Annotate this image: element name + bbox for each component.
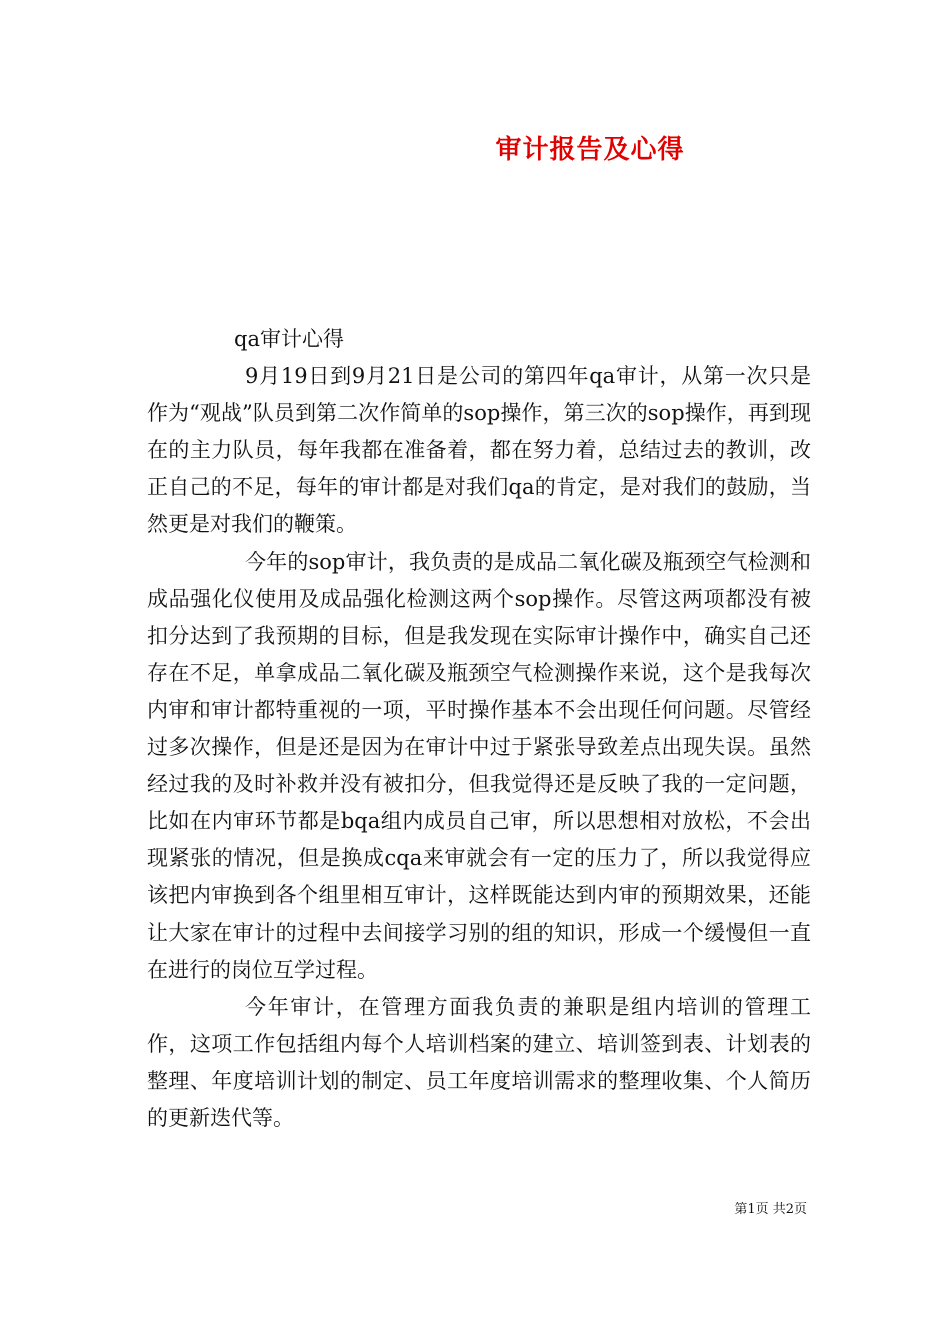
- section-subheading: qa审计心得: [234, 327, 344, 351]
- paragraph-2: 今年的sop审计，我负责的是成品二氧化碳及瓶颈空气检测和成品强化仪使用及成品强化检测这两个sop操作。尽管这两项都没有被扣分达到了我预期的目标，但是我发现在实际审计操作中，确实自己还存在不足，单拿成品二氧化碳及瓶颈空气检测操作来说，这个是我每次内审和审计都特重视的一项，平时操作基本不会出现任何问题。尽管经过多次操作，但是还是因为在审计中过于紧张导致差点出现失误。虽然经过我的及时补救并没有被扣分，但我觉得还是反映了我的一定问题，比如在内审环节都是bqa组内成员自己审，所以思想相对放松，不会出现紧张的情况，但是换成cqa来审就会有一定的压力了，所以我觉得应该把内审换到各个组里相互审计，这样既能达到内审的预期效果，还能让大家在审计的过程中去间接学习别的组的知识，形成一个缓慢但一直在进行的岗位互学过程。: [147, 549, 811, 982]
- document-body: [147, 321, 811, 1137]
- document-title: 审计报告及心得: [495, 135, 685, 165]
- paragraph-3: 今年审计，在管理方面我负责的兼职是组内培训的管理工作，这项工作包括组内每个人培训档案的建立、培训签到表、计划表的整理、年度培训计划的制定、员工年度培训需求的整理收集、个人简历的更新迭代等。: [147, 994, 811, 1130]
- paragraph-1: 9月19日到9月21日是公司的第四年qa审计，从第一次只是作为“观战”队员到第二次作简单的sop操作，第三次的sop操作，再到现在的主力队员，每年我都在准备着，都在努力着，总结过去的教训，改正自己的不足，每年的审计都是对我们qa的肯定，是对我们的鼓励，当然更是对我们的鞭策。: [147, 364, 811, 537]
- page-number-footer: 第1页 共2页: [734, 1202, 807, 1217]
